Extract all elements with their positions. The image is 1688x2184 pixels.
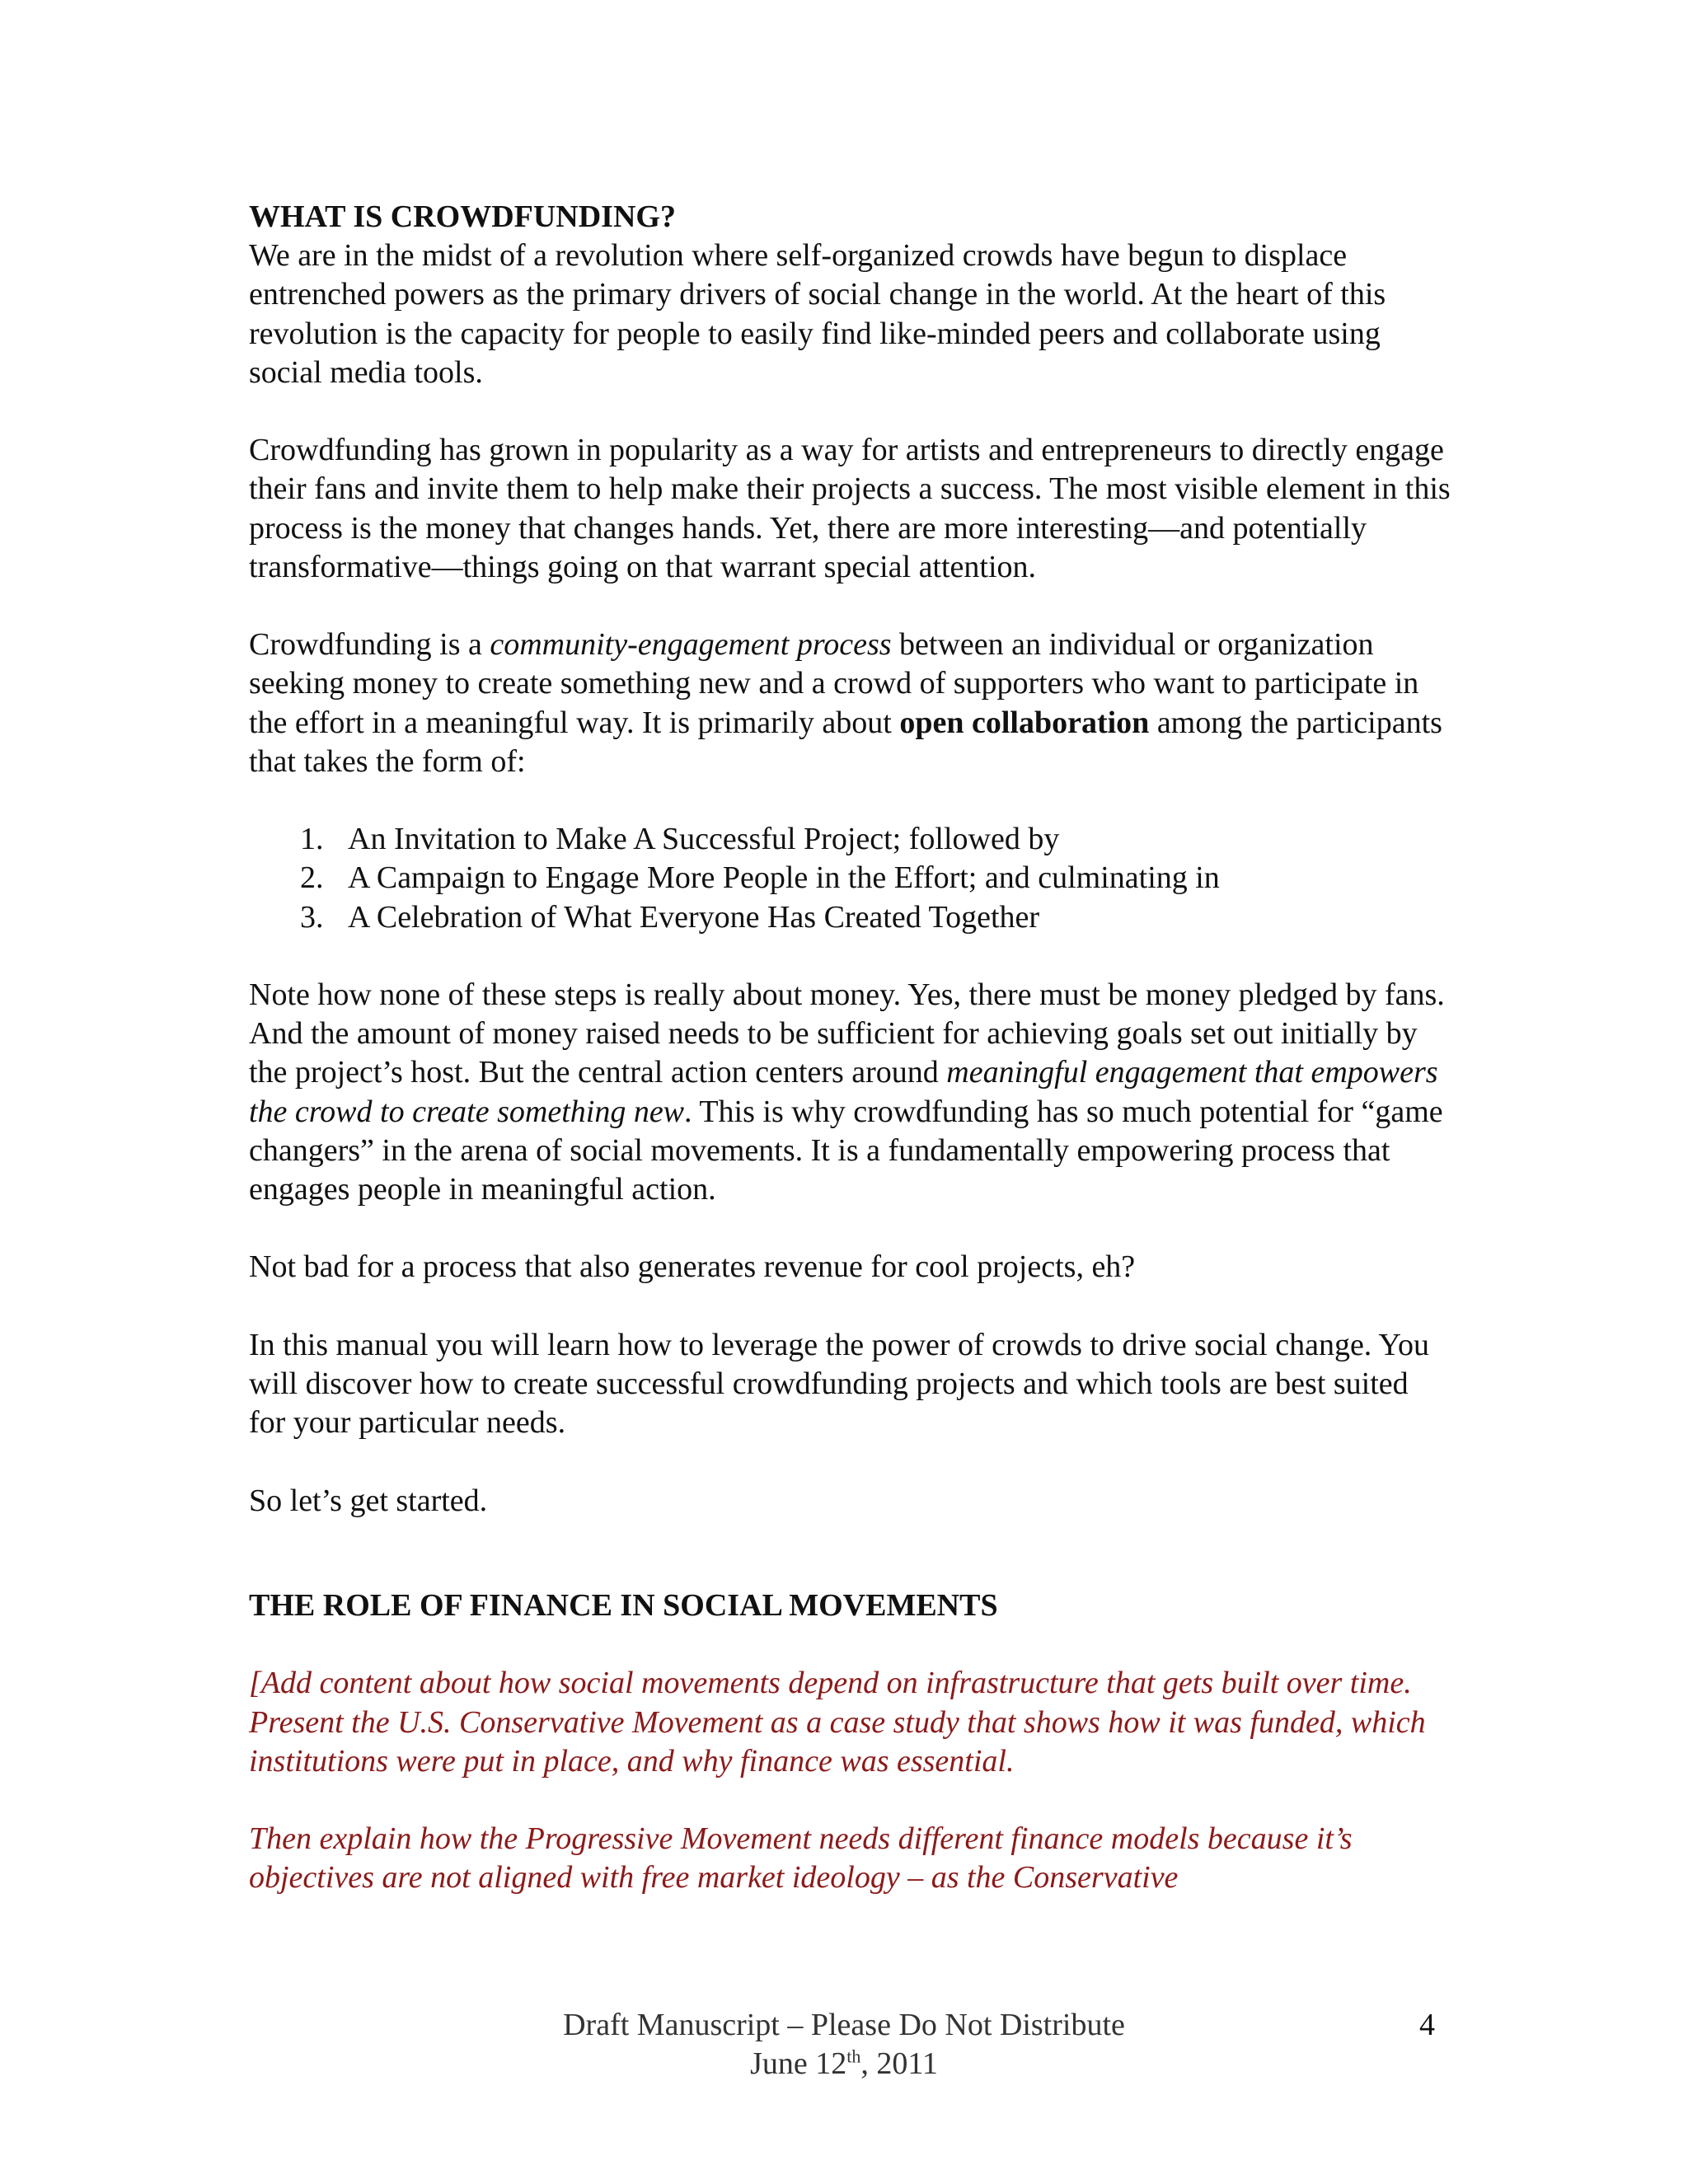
text-run: Note how none of these steps is really about money. Yes, there must be money pledged by fans. And the amount of money raised needs to be sufficient for achieving goals set out initially by the project’s host. But the central action centers around — [249, 977, 1445, 1090]
list-item — [300, 820, 1452, 859]
page-body — [249, 198, 1452, 1898]
list-item — [300, 898, 1452, 937]
paragraph-revolution: We are in the midst of a revolution where self-organized crowds have begun to displace entrenched powers as the primary drivers of social change in the world. At the heart of this revolution is the capacity for people to easily find like-minded peers and collaborate using social media tools. — [249, 238, 1386, 390]
steps-list — [249, 820, 1452, 937]
list-number: 1. — [300, 822, 324, 857]
page-number: 4 — [1419, 2008, 1435, 2042]
bold-term: open collaboration — [899, 705, 1150, 740]
footer-date-ordinal: th — [846, 2046, 861, 2067]
list-item-text: A Campaign to Engage More People in the Effort; and culminating in — [348, 860, 1220, 896]
footer-date-year: , 2011 — [860, 2046, 938, 2081]
list-item — [300, 859, 1452, 898]
italic-term: community-engagement process — [490, 627, 892, 663]
list-item-text: An Invitation to Make A Successful Project; followed by — [348, 822, 1060, 857]
paragraph-manual-intro: In this manual you will learn how to leverage the power of crowds to drive social change. You will discover how to create successful crowdfunding projects and which tools are best suited for your particular needs. — [249, 1327, 1430, 1441]
list-item-text: A Celebration of What Everyone Has Created Together — [348, 899, 1040, 935]
paragraph-spacer — [249, 587, 1452, 626]
paragraph-spacer — [249, 1625, 1452, 1664]
footer-draft-notice: Draft Manuscript – Please Do Not Distribute — [563, 2008, 1125, 2042]
text-run: . This is why crowdfunding has so much potential for “game changers” in the arena of social movements. It is a fundamentally empowering process that engages people in meaningful action. — [249, 1094, 1443, 1207]
paragraph-spacer — [249, 781, 1452, 820]
text-run: between an individual or organization seeking money to create something new and a crowd of supporters who want to participate in the effort in a meaningful way. It is primarily about — [249, 627, 1419, 740]
list-number: 2. — [300, 860, 324, 896]
paragraph-get-started: So let’s get started. — [249, 1483, 488, 1518]
paragraph-spacer — [249, 1781, 1452, 1820]
editor-note-progressive-movement: Then explain how the Progressive Movement needs different finance models because it’s objectives are not aligned with free market ideology – as the Conservative — [249, 1821, 1353, 1896]
paragraph-spacer — [249, 1521, 1452, 1559]
list-number: 3. — [300, 899, 324, 935]
paragraph-spacer — [249, 937, 1452, 976]
paragraph-spacer — [249, 392, 1452, 431]
italic-phrase: meaningful engagement that empowers the crowd to create something new — [249, 1055, 1438, 1129]
footer-date-text: June 12 — [750, 2046, 847, 2081]
paragraph-spacer — [249, 1442, 1452, 1481]
text-run: Crowdfunding is a — [249, 627, 490, 663]
editor-note-conservative-movement: [Add content about how social movements depend on infrastructure that gets built over time. Present the U.S. Conservative Movement as a case study that shows how it was funded, which institutions were put in place, and why finance was essential. — [249, 1666, 1426, 1779]
paragraph-spacer — [249, 1559, 1452, 1586]
paragraph-community-engagement — [249, 626, 1452, 781]
paragraph-spacer — [249, 1287, 1452, 1326]
section-heading-role-of-finance: THE ROLE OF FINANCE IN SOCIAL MOVEMENTS — [249, 1587, 998, 1623]
footer-date — [0, 2045, 1688, 2083]
paragraph-crowdfunding-popularity: Crowdfunding has grown in popularity as a way for artists and entrepreneurs to directly engage their fans and invite them to help make their projects a success. The most visible element in this process is the money that changes hands. Yet, there are more interesting—and potentially transformative—things going on that warrant special attention. — [249, 433, 1451, 584]
text-run: among the participants that takes the form of: — [249, 705, 1442, 779]
paragraph-not-bad: Not bad for a process that also generates revenue for cool projects, eh? — [249, 1249, 1136, 1285]
paragraph-note-money — [249, 976, 1452, 1209]
paragraph-spacer — [249, 1209, 1452, 1248]
section-heading-what-is-crowdfunding: WHAT IS CROWDFUNDING? — [249, 199, 676, 234]
